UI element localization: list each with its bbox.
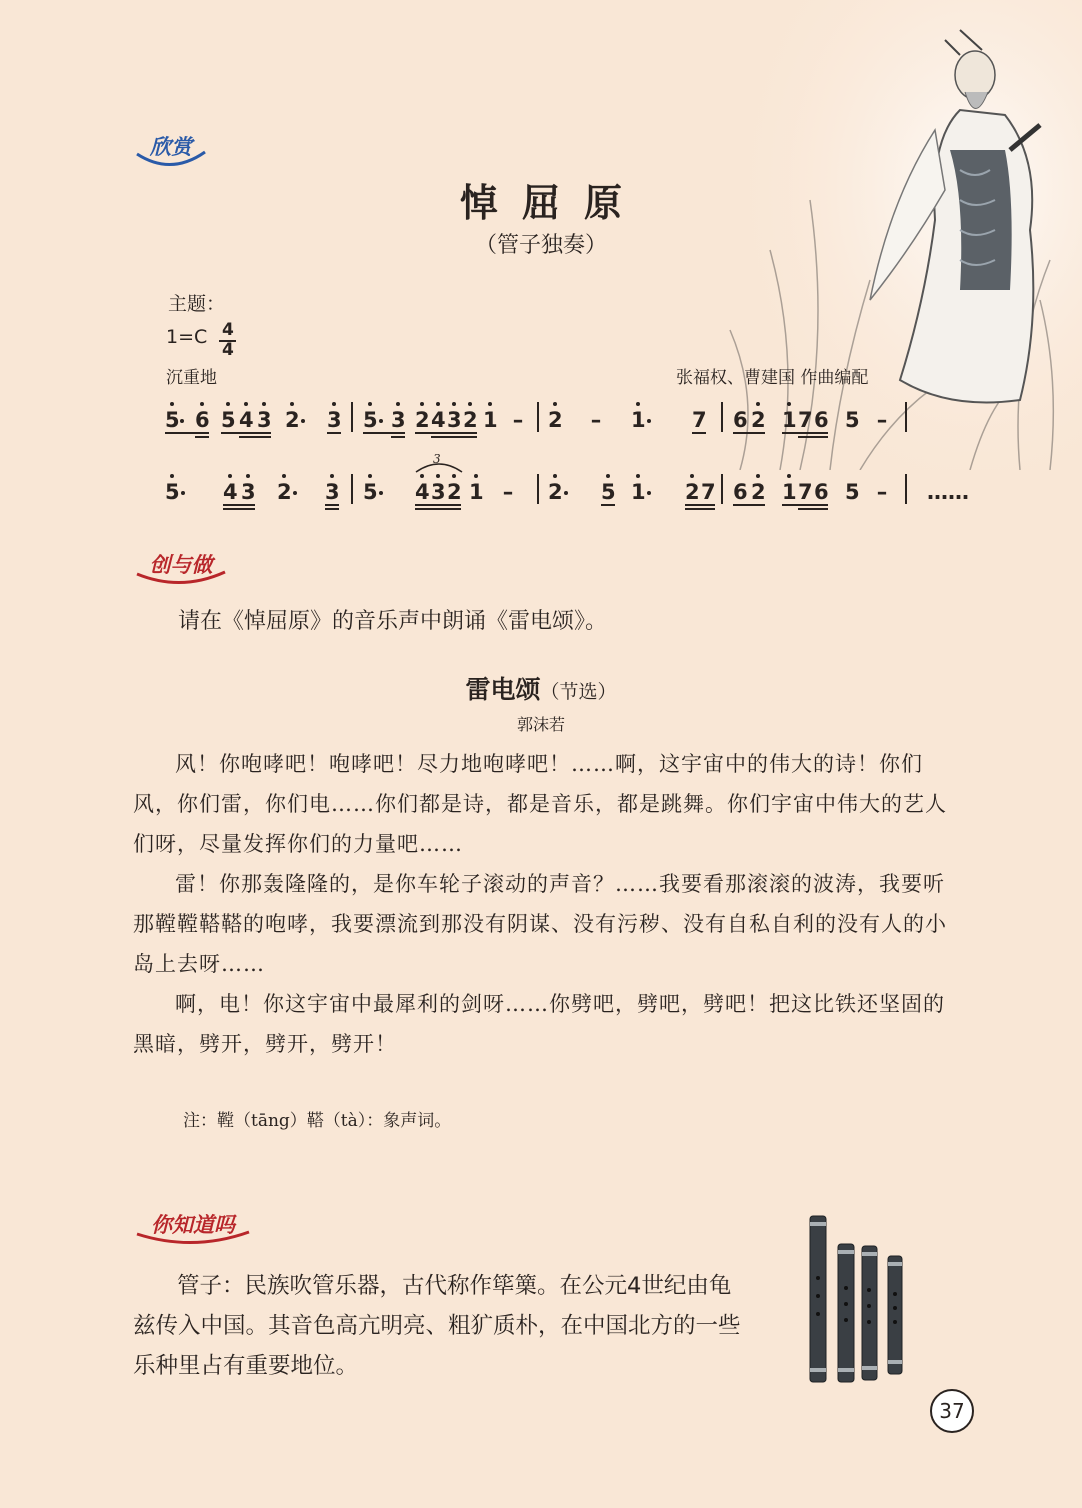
dot — [170, 474, 174, 478]
note: 1 — [631, 408, 646, 432]
beam — [415, 508, 461, 510]
beam — [391, 436, 405, 438]
dot — [636, 474, 640, 478]
dot — [636, 402, 640, 406]
dot — [553, 402, 557, 406]
dot — [606, 474, 610, 478]
note: 2 — [285, 408, 300, 432]
note: 3 — [325, 480, 340, 504]
dot — [647, 491, 651, 495]
note: 4 — [415, 480, 430, 504]
beam — [221, 432, 271, 434]
note: 3 — [431, 480, 446, 504]
note: – — [512, 408, 524, 432]
note: 3 — [257, 408, 272, 432]
beam — [223, 504, 255, 506]
note: 6 — [733, 480, 748, 504]
note: 5 — [165, 408, 180, 432]
section-label: 创与做 — [149, 553, 213, 577]
dot — [647, 419, 651, 423]
barline — [537, 402, 539, 432]
poem-title-text: 雷电颂 — [465, 675, 541, 704]
dot — [420, 402, 424, 406]
beam — [733, 504, 765, 506]
dot — [436, 402, 440, 406]
dot — [452, 402, 456, 406]
poem-title-note: （节选） — [540, 681, 617, 703]
instruction-text: 请在《悼屈原》的音乐声中朗诵《雷电颂》。 — [178, 609, 608, 634]
beam — [165, 432, 209, 434]
note: 1 — [469, 480, 484, 504]
theme-label: 主题： — [168, 293, 226, 315]
note: 2 — [463, 408, 478, 432]
dot — [170, 402, 174, 406]
beam — [363, 432, 405, 434]
poem-paragraph: 雷！你那轰隆隆的，是你车轮子滚动的声音？……我要看那滚滚的波涛，我要听那鞺鞺鞳鞳的咆哮，我要漂流到那没有阴谋、没有污秽、没有自私自利的没有人的小岛上去呀…… — [133, 872, 947, 976]
key-signature: 1=C — [166, 326, 208, 348]
beam — [685, 508, 715, 510]
tempo-marking: 沉重地 — [166, 368, 217, 388]
barline — [351, 474, 353, 504]
note: 1 — [483, 408, 498, 432]
beam — [239, 436, 271, 438]
beam — [798, 508, 828, 510]
dot — [301, 419, 305, 423]
dot — [756, 402, 760, 406]
beam — [415, 504, 461, 506]
guanzi-instrument-image — [798, 1208, 928, 1388]
dot — [564, 491, 568, 495]
dot — [293, 491, 297, 495]
beam — [685, 504, 715, 506]
dot — [396, 402, 400, 406]
note: 5 — [845, 408, 860, 432]
beam — [733, 432, 765, 434]
poem-title — [0, 670, 1082, 706]
note: 6 — [195, 408, 210, 432]
dot — [368, 474, 372, 478]
note: 3 — [327, 408, 342, 432]
note: 3 — [391, 408, 406, 432]
barline — [905, 474, 907, 504]
note: 4 — [239, 408, 254, 432]
section-badge-appreciation — [133, 130, 209, 170]
dot — [379, 419, 383, 423]
beam — [327, 432, 341, 434]
dot — [181, 491, 185, 495]
composer-credit: 张福权、曹建国 作曲编配 — [676, 368, 869, 388]
dot — [553, 474, 557, 478]
note: 3 — [241, 480, 256, 504]
note: 2 — [751, 408, 766, 432]
poem-author: 郭沫若 — [516, 715, 565, 734]
beam — [782, 504, 828, 506]
dot — [330, 474, 334, 478]
beam — [195, 436, 209, 438]
note: 6 — [814, 480, 829, 504]
note: 5 — [845, 480, 860, 504]
note: 5 — [221, 408, 236, 432]
note: 2 — [548, 480, 563, 504]
dot — [228, 474, 232, 478]
note: 1 — [631, 480, 646, 504]
song-subtitle: （管子独奏） — [474, 233, 607, 258]
note: 2 — [751, 480, 766, 504]
dot — [226, 402, 230, 406]
song-title: 悼屈原 — [459, 180, 646, 225]
dot — [180, 419, 184, 423]
score-line-2 — [165, 452, 1005, 528]
dot — [690, 474, 694, 478]
dot — [379, 491, 383, 495]
note: 1 — [782, 480, 797, 504]
page-number: 37 — [930, 1389, 974, 1433]
barline — [721, 402, 723, 432]
dot — [488, 402, 492, 406]
note: 5 — [363, 408, 378, 432]
dot — [468, 402, 472, 406]
note: 5 — [601, 480, 616, 504]
dot — [290, 402, 294, 406]
triplet-number: 3 — [433, 452, 441, 466]
note: 2 — [447, 480, 462, 504]
dot — [282, 474, 286, 478]
beam — [325, 504, 339, 506]
note: – — [876, 408, 888, 432]
note: 1 — [782, 408, 797, 432]
footnote: 注：鞺（tāng）鞳（tà）：象声词。 — [183, 1111, 452, 1131]
note: – — [876, 480, 888, 504]
note: 2 — [415, 408, 430, 432]
note: 7 — [701, 480, 716, 504]
barline — [351, 402, 353, 432]
barline — [537, 474, 539, 504]
beam — [798, 436, 828, 438]
dot — [244, 402, 248, 406]
poem-paragraph: 风！你咆哮吧！咆哮吧！尽力地咆哮吧！……啊，这宇宙中的伟大的诗！你们风，你们雷，你们电……你们都是诗，都是音乐，都是跳舞。你们宇宙中伟大的艺人们呀，尽量发挥你们的力量吧…… — [133, 752, 947, 856]
time-signature-bottom: 4 — [222, 340, 234, 360]
beam — [431, 436, 477, 438]
note: 3 — [447, 408, 462, 432]
note: 4 — [223, 480, 238, 504]
poem-body — [133, 744, 953, 1064]
dot — [787, 474, 791, 478]
dot — [200, 402, 204, 406]
note: 5 — [165, 480, 180, 504]
note: 2 — [685, 480, 700, 504]
note: 5 — [363, 480, 378, 504]
section-label: 你知道吗 — [151, 1213, 235, 1237]
dot — [262, 402, 266, 406]
note: 2 — [277, 480, 292, 504]
beam — [415, 432, 477, 434]
note: – — [502, 480, 514, 504]
poem-paragraph: 啊，电！你这宇宙中最犀利的剑呀……你劈吧，劈吧，劈吧！把这比铁还坚固的黑暗，劈开，劈开，劈开！ — [133, 992, 945, 1056]
beam — [325, 508, 339, 510]
dot — [787, 402, 791, 406]
note: – — [590, 408, 602, 432]
dot — [474, 474, 478, 478]
note: 7 — [692, 408, 707, 432]
score-line-1 — [165, 408, 925, 456]
time-signature-top: 4 — [222, 320, 234, 340]
note: 7 — [798, 408, 813, 432]
beam — [601, 504, 615, 506]
section-badge-create — [133, 548, 229, 588]
note: 6 — [733, 408, 748, 432]
note: 4 — [431, 408, 446, 432]
continuation-ellipsis: …… — [927, 480, 969, 504]
beam — [692, 432, 706, 434]
note: 2 — [548, 408, 563, 432]
dot — [368, 402, 372, 406]
section-badge-did-you-know — [133, 1208, 253, 1248]
dot — [756, 474, 760, 478]
dot — [332, 402, 336, 406]
barline — [721, 474, 723, 504]
barline — [905, 402, 907, 432]
did-you-know-text: 管子：民族吹管乐器，古代称作筚篥。在公元4世纪由龟兹传入中国。其音色高亢明亮、粗犷质朴，在中国北方的一些乐种里占有重要地位。 — [133, 1273, 741, 1379]
note: 7 — [798, 480, 813, 504]
dot — [246, 474, 250, 478]
note: 6 — [814, 408, 829, 432]
section-label: 欣赏 — [150, 135, 192, 159]
beam — [223, 508, 255, 510]
beam — [782, 432, 828, 434]
